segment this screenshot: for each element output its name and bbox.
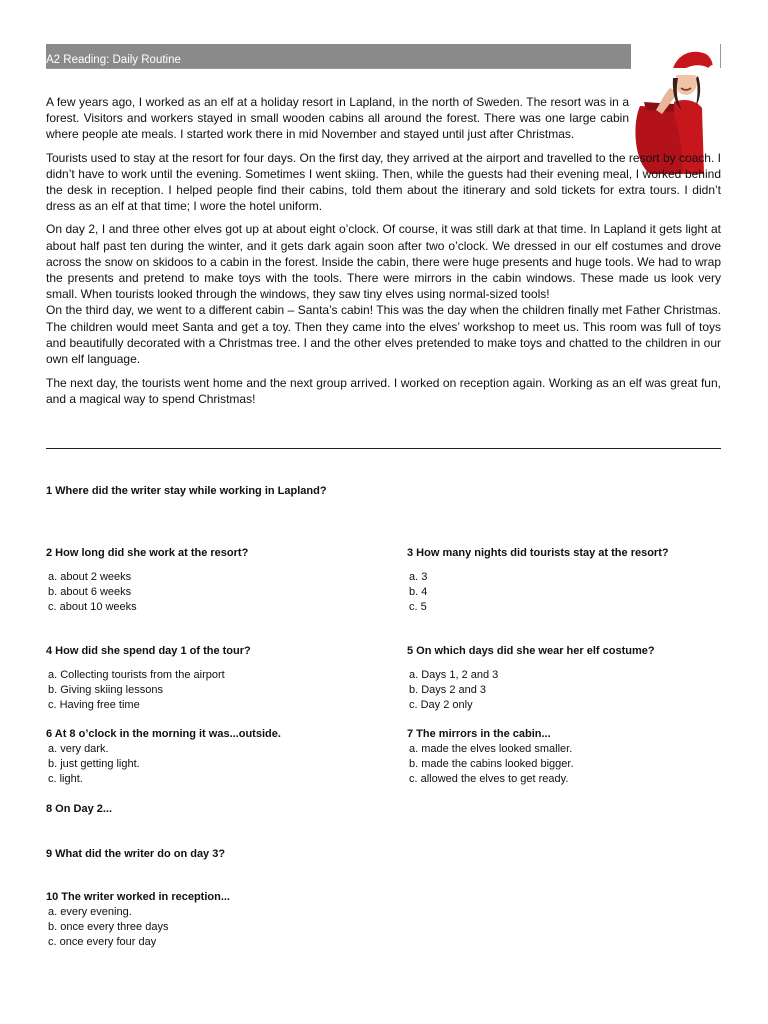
option-6b[interactable]: b. just getting light. — [48, 758, 140, 770]
passage-paragraph-4: On the third day, we went to a different cabin – Santa’s cabin! This was the day when the children finally met Father Christmas. The children would meet Santa and get a toy. Then they came into the elves’ workshop to meet us. This room was full of toys and beautifully decorated with a Christmas tree. I and the other elves pretended to make toys and chatted to the children in our own elf language. — [46, 303, 721, 367]
reading-passage — [46, 94, 721, 408]
question-3: 3 How many nights did tourists stay at the resort? — [407, 547, 669, 559]
option-4b[interactable]: b. Giving skiing lessons — [48, 684, 163, 696]
question-10-options — [48, 905, 168, 950]
option-3c[interactable]: c. 5 — [409, 601, 427, 613]
passage-paragraph-2: Tourists used to stay at the resort for four days. On the first day, they arrived at the airport and travelled to the resort by coach. I didn’t have to work until the evening. Sometimes I went skiing. Then, while the guests had their evening meal, I worked behind the desk in reception. I helped people find their cabins, told them about the itinerary and sold tickets for extra tours. I didn’t dress as an elf at that time; I wore the hotel uniform. — [46, 150, 721, 214]
option-4c[interactable]: c. Having free time — [48, 699, 140, 711]
worksheet-title: A2 Reading: Daily Routine — [46, 54, 181, 66]
option-7a[interactable]: a. made the elves looked smaller. — [409, 743, 573, 755]
question-10: 10 The writer worked in reception... — [46, 891, 230, 903]
header-divider — [46, 68, 631, 69]
passage-paragraph-1: A few years ago, I worked as an elf at a holiday resort in Lapland, in the north of Sweden. The resort was in a forest. Visitors and workers stayed in small wooden cabins all around the forest. There was one large cabin where people ate meals. I started work there in mid November and stayed until just after Christmas. — [46, 95, 629, 142]
question-2: 2 How long did she work at the resort? — [46, 547, 249, 559]
option-2c[interactable]: c. about 10 weeks — [48, 601, 137, 613]
question-7-options — [409, 742, 574, 787]
question-2-options — [48, 570, 137, 615]
option-5a[interactable]: a. Days 1, 2 and 3 — [409, 669, 499, 681]
question-6-options — [48, 742, 140, 787]
question-4: 4 How did she spend day 1 of the tour? — [46, 645, 251, 657]
passage-paragraph-3: On day 2, I and three other elves got up at about eight o’clock. Of course, it was still dark at that time. In Lapland it gets light at about half past ten during the winter, and it gets dark again soon after two o’clock. We dressed in our elf costumes and drove across the snow on skidoos to a cabin in the forest. Inside the cabin, there were huge presents and huge tools. We had to wrap the presents and pretend to make toys with the tools. There were mirrors in the cabin windows. These made us look very small. When tourists looked through the windows, they saw tiny elves using normal-sized tools! — [46, 222, 721, 302]
option-5b[interactable]: b. Days 2 and 3 — [409, 684, 487, 696]
header-bar — [46, 44, 631, 68]
option-10a[interactable]: a. every evening. — [48, 906, 132, 918]
option-10c[interactable]: c. once every four day — [48, 936, 157, 948]
question-7: 7 The mirrors in the cabin... — [407, 728, 551, 740]
option-3a[interactable]: a. 3 — [409, 571, 428, 583]
question-8: 8 On Day 2... — [46, 803, 113, 815]
option-7b[interactable]: b. made the cabins looked bigger. — [409, 758, 574, 770]
question-5: 5 On which days did she wear her elf costume? — [407, 645, 655, 657]
question-3-options — [409, 570, 427, 615]
option-6c[interactable]: c. light. — [48, 773, 83, 785]
question-9: 9 What did the writer do on day 3? — [46, 848, 226, 860]
option-3b[interactable]: b. 4 — [409, 586, 428, 598]
option-2b[interactable]: b. about 6 weeks — [48, 586, 132, 598]
question-1: 1 Where did the writer stay while working in Lapland? — [46, 485, 327, 497]
question-6: 6 At 8 o’clock in the morning it was...outside. — [46, 728, 281, 740]
passage-paragraph-5: The next day, the tourists went home and the next group arrived. I worked on reception again. Working as an elf was great fun, and a magical way to spend Christmas! — [46, 376, 721, 407]
option-5c[interactable]: c. Day 2 only — [409, 699, 473, 711]
option-4a[interactable]: a. Collecting tourists from the airport — [48, 669, 225, 681]
question-5-options — [409, 668, 498, 713]
option-10b[interactable]: b. once every three days — [48, 921, 169, 933]
option-2a[interactable]: a. about 2 weeks — [48, 571, 132, 583]
option-6a[interactable]: a. very dark. — [48, 743, 109, 755]
option-7c[interactable]: c. allowed the elves to get ready. — [409, 773, 569, 785]
question-4-options — [48, 668, 225, 713]
passage-divider — [46, 448, 721, 449]
